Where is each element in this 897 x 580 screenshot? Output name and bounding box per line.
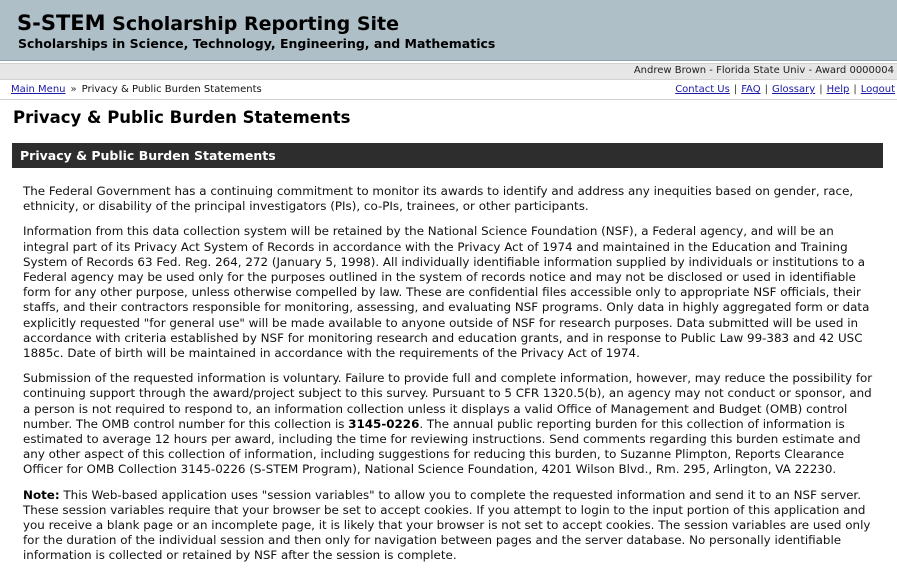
link-divider: | bbox=[764, 84, 768, 95]
glossary-link[interactable]: Glossary bbox=[771, 84, 816, 95]
breadcrumb-current: Privacy & Public Burden Statements bbox=[81, 84, 262, 95]
link-divider: | bbox=[819, 84, 823, 95]
page-title: Privacy & Public Burden Statements bbox=[13, 108, 351, 127]
breadcrumb-separator: » bbox=[70, 84, 77, 95]
burden-text-start: Submission of the requested information is voluntary. Failure to provide full and complete information, however, may reduce the possibility for continuing support through the award/project subject to this survey. Pursuant to 5 CFR 1320.5(b), an agency may not conduct or sponsor, and a person is not required to respond to, an information collection unless it displays a valid Office of Management and Budget (OMB) control number. The OMB control number for this collection is bbox=[23, 371, 873, 431]
note-label: Note: bbox=[23, 487, 60, 502]
burden-text-end: . The annual public reporting burden for this collection of information is estimated to average 12 hours per award, including the time for reviewing instructions. Send comments regarding this burden estimate and any other aspect of this collection of information, including suggestions for reducing this burden, to Suzanne Plimpton, Reports Clearance Officer for OMB Collection 3145-0226 (S-STEM Program), National Science Foundation, 4201 Wilson Blvd., Rm. 295, Arlington, VA 22230. bbox=[23, 416, 861, 477]
paragraph-privacy-act: Information from this data collection system will be retained by the National Science Foundation (NSF), a Federal agency, and will be an integral part of its Privacy Act System of Records in accordance with the Privacy Act of 1974 and maintained in the Education and Training System of Records 63 Fed. Reg. 264, 272 (January 5, 1998). All individually identifiable information supplied by individuals or institutions to a Federal agency may be used only for the purposes outlined in the system of records notice and may not be disclosed or used in identifiable form for any other purpose, unless otherwise compelled by law. These are confidential files accessible only to appropriate NSF officials, their staffs, and their contractors responsible for monitoring, assessing, and evaluating NSF programs. Only data in highly aggregated form or data explicitly requested "for general use" will be made available to anyone outside of NSF for research purposes. Data submitted will be used in accordance with criteria established by NSF for monitoring research and education grants, and in response to Public Law 99-383 and 42 USC 1885c. Date of birth will be maintained in accordance with the requirements of the Privacy Act of 1974. bbox=[23, 224, 870, 361]
header-divider bbox=[0, 99, 897, 100]
link-divider: | bbox=[853, 84, 857, 95]
breadcrumb bbox=[11, 84, 262, 95]
site-title bbox=[17, 11, 399, 35]
paragraph-burden bbox=[23, 371, 878, 477]
paragraph-equity: The Federal Government has a continuing commitment to monitor its awards to identify and address any inequities based on gender, race, ethnicity, or disability of the principal investigators (PIs), co-PIs, trainees, or other participants. bbox=[23, 184, 854, 214]
note-text: This Web-based application uses "session variables" to allow you to complete the requested information and send it to an NSF server. These session variables require that your browser be set to accept cookies. If you attempt to login to the input portion of this application and you receive a blank page or an incomplete page, it is likely that your browser is not set to accept cookies. The session variables are used only for the duration of the individual session and then only for navigation between pages and the server database. No personally identifiable information is collected or retained by NSF after the session is complete. bbox=[23, 487, 871, 563]
user-info-text: Andrew Brown - Florida State Univ - Award 0000004 bbox=[633, 65, 894, 76]
site-banner bbox=[0, 0, 897, 61]
paragraph-note bbox=[23, 488, 878, 564]
logout-link[interactable]: Logout bbox=[860, 84, 895, 95]
site-subtitle: Scholarships in Science, Technology, Engineering, and Mathematics bbox=[18, 36, 496, 51]
user-info-bar bbox=[0, 63, 897, 80]
site-title-rest: Scholarship Reporting Site bbox=[105, 13, 399, 35]
help-link[interactable]: Help bbox=[826, 84, 850, 95]
link-divider: | bbox=[733, 84, 738, 95]
contact-us-link[interactable]: Contact Us bbox=[675, 84, 730, 95]
omb-control-number: 3145-0226 bbox=[348, 416, 420, 431]
breadcrumb-main-menu-link[interactable]: Main Menu bbox=[11, 84, 66, 95]
site-title-short: S-STEM bbox=[17, 11, 106, 35]
statement-content bbox=[23, 184, 878, 574]
section-header bbox=[12, 143, 883, 168]
faq-link[interactable]: FAQ bbox=[741, 84, 761, 95]
section-title: Privacy & Public Burden Statements bbox=[20, 148, 276, 163]
top-links bbox=[675, 84, 895, 95]
